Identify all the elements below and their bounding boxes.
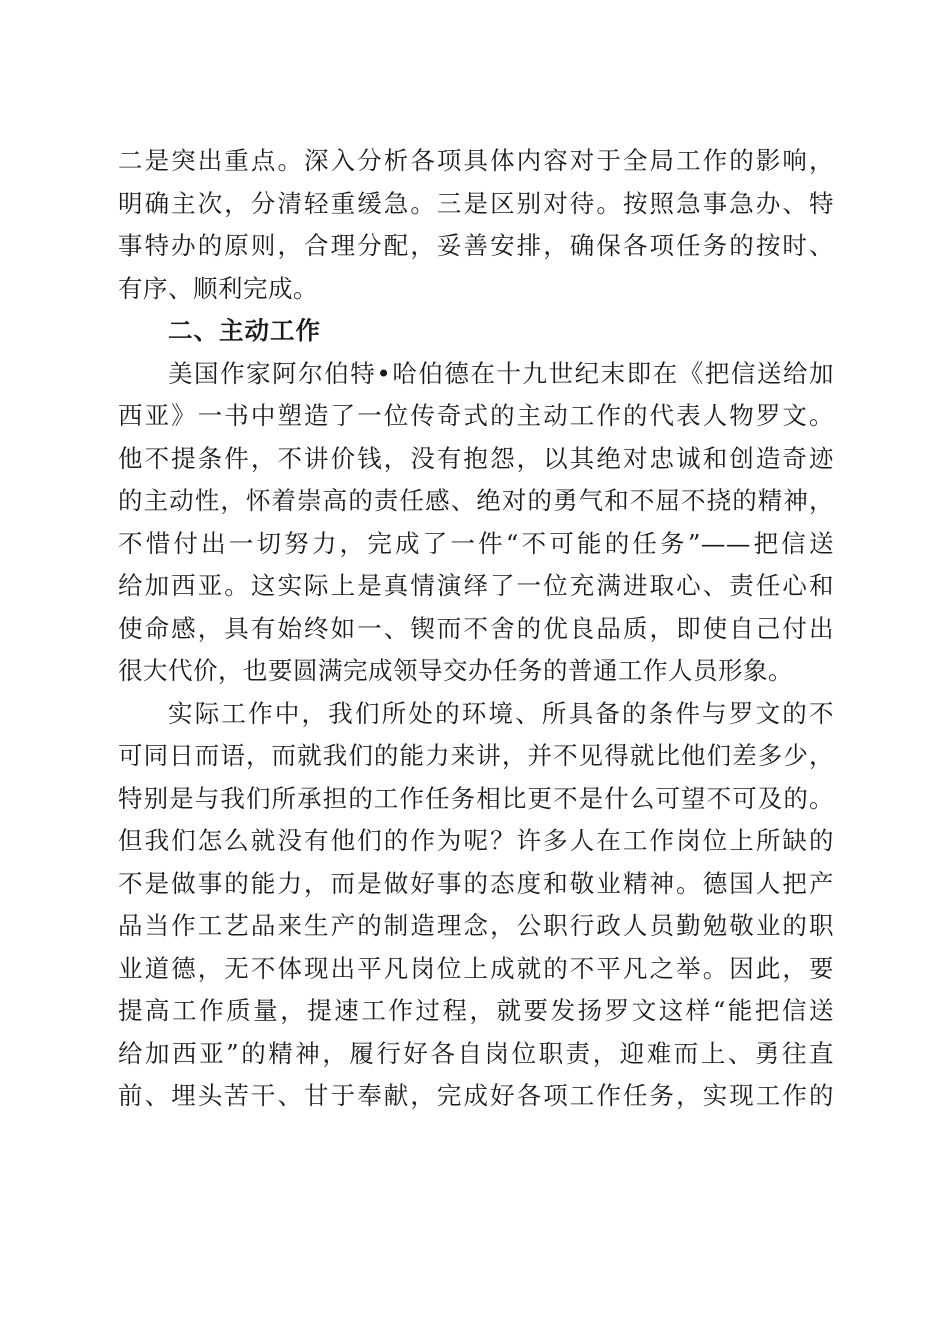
paragraph-2-line-2: 西亚》一书中塑造了一位传奇式的主动工作的代表人物罗文。	[118, 401, 834, 430]
paragraph-2	[118, 353, 834, 693]
paragraph-3-line-6: 品当作工艺品来生产的制造理念，公职行政人员勤勉敬业的职	[118, 911, 834, 940]
paragraph-2-line-8: 很大代价，也要圆满完成领导交办任务的普通工作人员形象。	[118, 656, 793, 685]
section-heading-text: 二、主动工作	[168, 316, 321, 345]
paragraph-2-line-4: 的主动性，怀着崇高的责任感、绝对的勇气和不屈不挠的精神，	[118, 486, 834, 515]
paragraph-3-line-9: 给加西亚”的精神，履行好各自岗位职责，迎难而上、勇往直	[118, 1038, 834, 1068]
paragraph-3-line-8: 提高工作质量，提速工作过程，就要发扬罗文这样“能把信送	[118, 996, 834, 1025]
paragraph-1-line-2: 明确主次，分清轻重缓急。三是区别对待。按照急事急办、特	[118, 188, 834, 218]
paragraph-2-line-7: 使命感，具有始终如一、锲而不舍的优良品质，即使自己付出	[118, 613, 834, 643]
paragraph-3-line-4: 但我们怎么就没有他们的作为呢？许多人在工作岗位上所缺的	[118, 826, 834, 855]
paragraph-3-line-7: 业道德，无不体现出平凡岗位上成就的不平凡之举。因此，要	[118, 953, 834, 983]
paragraph-1	[118, 140, 834, 310]
document-body	[118, 140, 834, 1118]
paragraph-1-line-1: 二是突出重点。深入分析各项具体内容对于全局工作的影响，	[118, 146, 834, 175]
paragraph-1-line-4: 有序、顺利完成。	[118, 273, 318, 303]
paragraph-1-line-3: 事特办的原则，合理分配，妥善安排，确保各项任务的按时、	[118, 231, 834, 260]
paragraph-3	[118, 693, 834, 1118]
paragraph-3-line-3: 特别是与我们所承担的工作任务相比更不是什么可望不可及的。	[118, 783, 834, 813]
paragraph-3-line-10: 前、埋头苦干、甘于奉献，完成好各项工作任务，实现工作的	[118, 1081, 834, 1110]
paragraph-2-line-5: 不惜付出一切努力，完成了一件“不可能的任务”——把信送	[118, 528, 834, 558]
paragraph-2-line-6: 给加西亚。这实际上是真情演绎了一位充满进取心、责任心和	[118, 571, 834, 600]
section-heading	[118, 310, 834, 353]
paragraph-2-line-3: 他不提条件，不讲价钱，没有抱怨，以其绝对忠诚和创造奇迹	[118, 443, 834, 473]
paragraph-3-line-2: 可同日而语，而就我们的能力来讲，并不见得就比他们差多少，	[118, 741, 834, 770]
paragraph-3-line-5: 不是做事的能力，而是做好事的态度和敬业精神。德国人把产	[118, 868, 834, 898]
paragraph-2-line-1: 美国作家阿尔伯特•哈伯德在十九世纪末即在《把信送给加	[168, 358, 834, 388]
paragraph-3-line-1: 实际工作中，我们所处的环境、所具备的条件与罗文的不	[168, 698, 834, 728]
